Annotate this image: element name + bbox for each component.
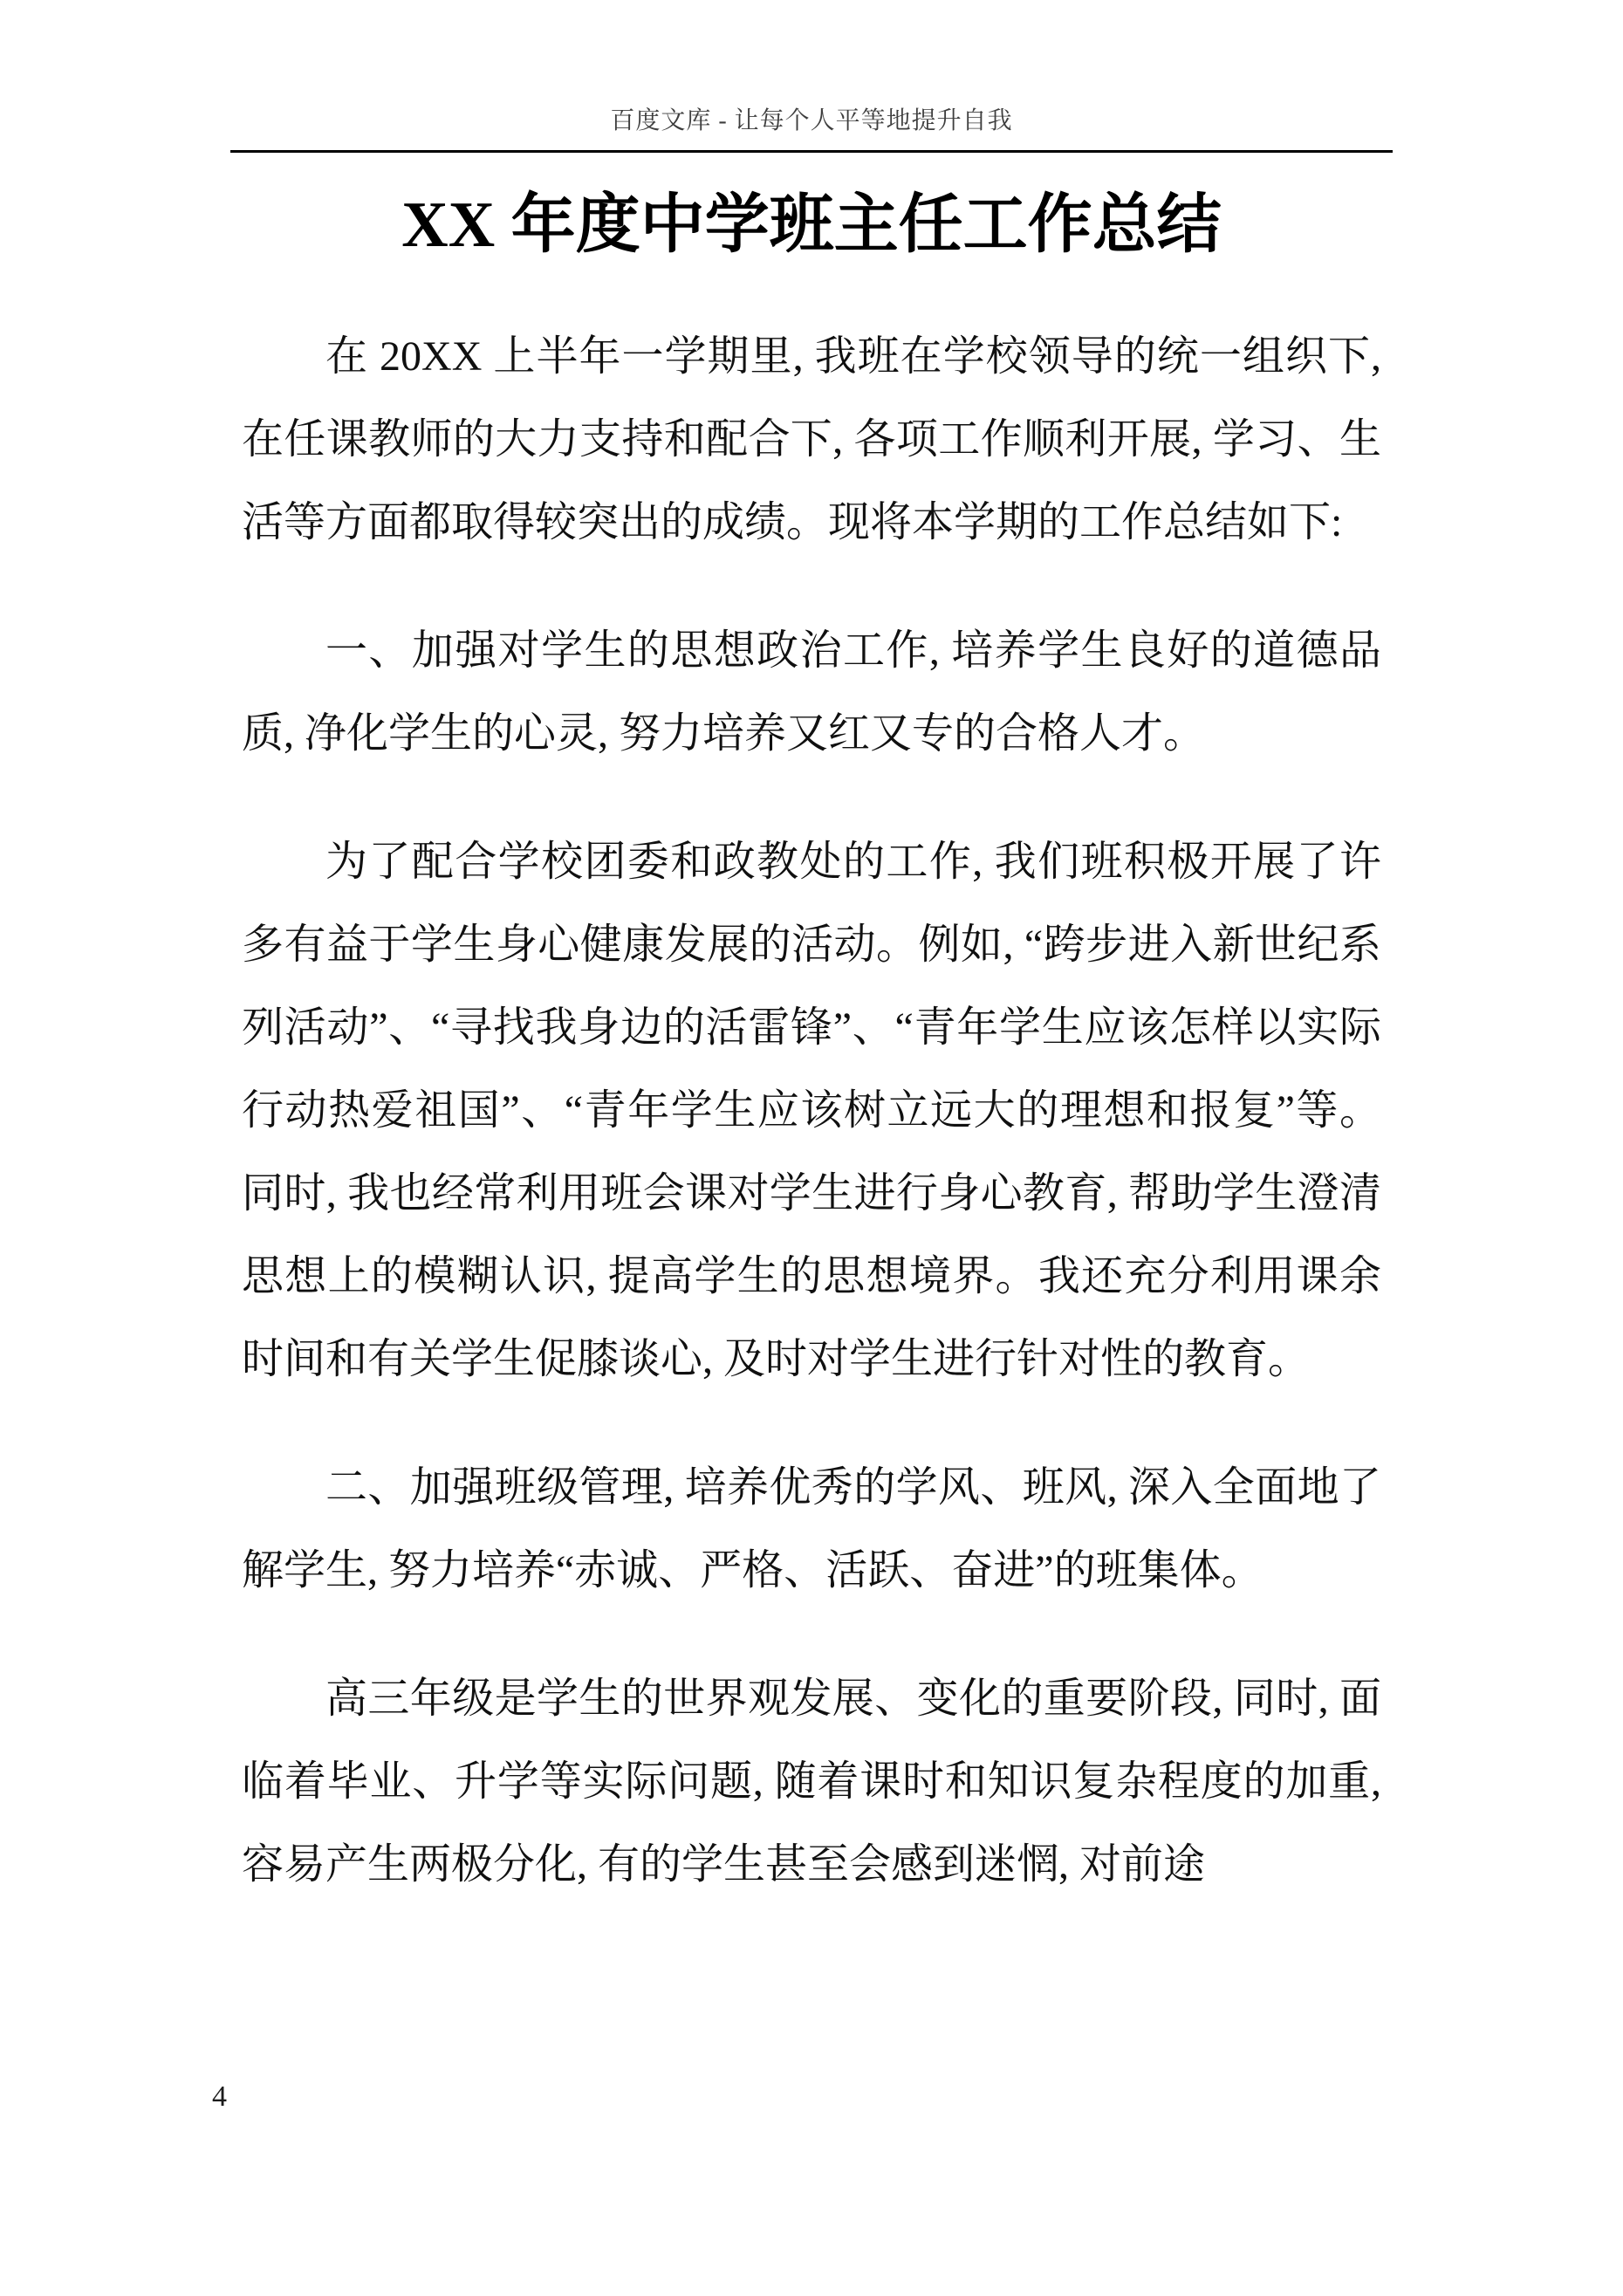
header-divider [230, 150, 1393, 153]
paragraph-section-1-body: 为了配合学校团委和政教处的工作, 我们班积极开展了许多有益于学生身心健康发展的活动。例如, “跨步进入新世纪系列活动”、“寻找我身边的活雷锋”、“青年学生应该怎样以实际行动热爱祖国”、“青年学生应该树立远大的理想和报复”等。同时, 我也经常利用班会课对学生进行身心教育, 帮助学生澄清思想上的模糊认识, 提高学生的思想境界。我还充分利用课余时间和有关学生促膝谈心, 及时对学生进行针对性的教育。 [242, 838, 1381, 1382]
page-header [0, 0, 1623, 153]
document-content [242, 182, 1381, 1906]
page-number: 4 [212, 2080, 227, 2113]
document-title: XX 年度中学班主任工作总结 [401, 189, 1222, 261]
paragraph-section-2-body: 高三年级是学生的世界观发展、变化的重要阶段, 同时, 面临着毕业、升学等实际问题, 随着课时和知识复杂程度的加重, 容易产生两极分化, 有的学生甚至会感到迷惘, 对前途 [242, 1675, 1381, 1888]
paragraph-section-2-heading: 二、加强班级管理, 培养优秀的学风、班风, 深入全面地了解学生, 努力培养“赤诚、严格、活跃、奋进”的班集体。 [242, 1463, 1381, 1593]
paragraph-intro: 在 20XX 上半年一学期里, 我班在学校领导的统一组织下, 在任课教师的大力支持和配合下, 各项工作顺利开展, 学习、生活等方面都取得较突出的成绩。现将本学期的工作总结如下: [242, 332, 1381, 545]
header-watermark-text: 百度文库 - 让每个人平等地提升自我 [610, 107, 1013, 134]
paragraph-section-1-heading: 一、加强对学生的思想政治工作, 培养学生良好的道德品质, 净化学生的心灵, 努力培养又红又专的合格人才。 [242, 627, 1381, 757]
